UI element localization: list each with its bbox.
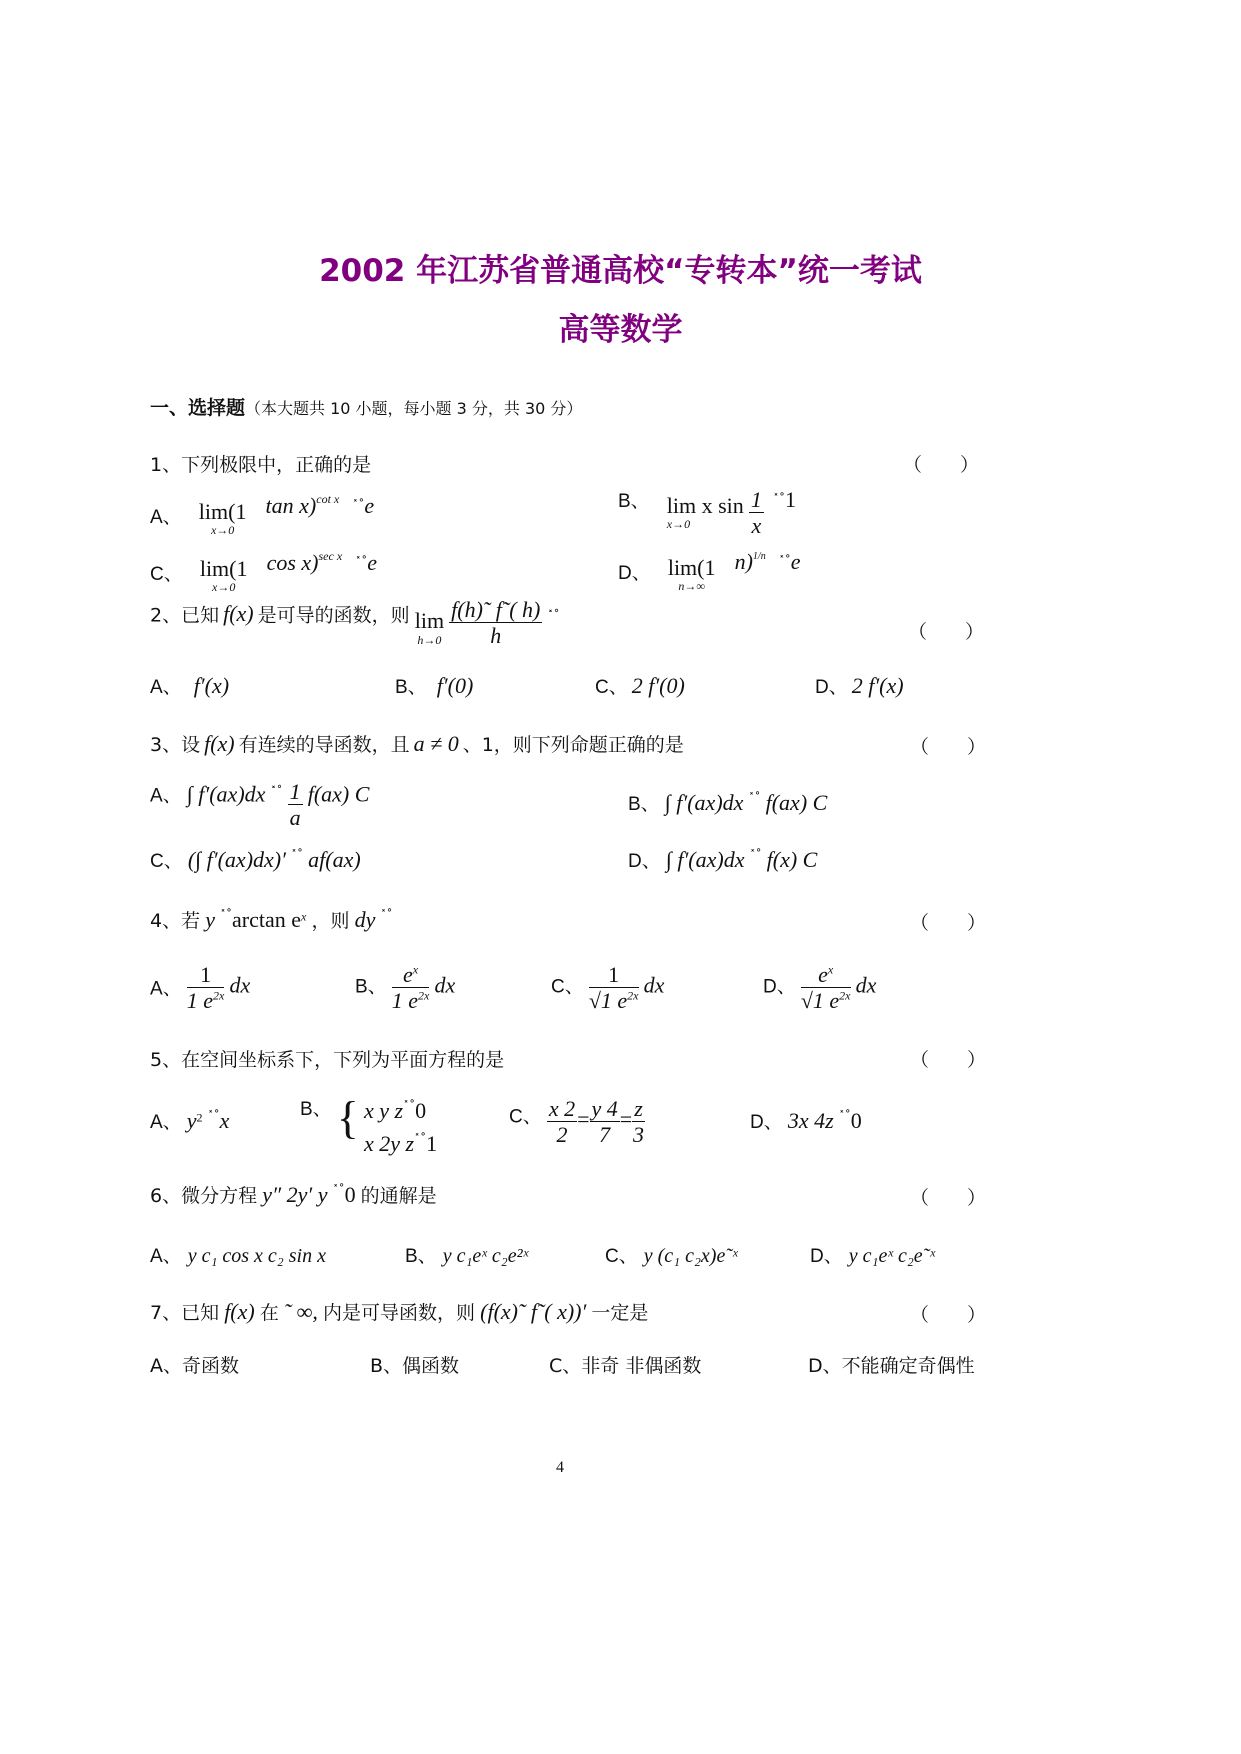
answer-paren: （ ） (903, 454, 980, 476)
answer-paren: （ ） (908, 621, 985, 643)
q5-option-a: A、 $y^2$ ˟˚x (150, 1108, 230, 1133)
q4-option-c: C、 $\frac{1}{√1 e^{2x}}$ dx (551, 962, 665, 1014)
q3-option-b: B、 ∫ f′(ax)dx ˟˚ f(ax) C (628, 790, 828, 815)
q1-option-c: C、 lim(1 x→0 cos x)$^{sec x}$ ˟˚e (150, 549, 378, 595)
section-note: （本大题共 10 小题，每小题 3 分，共 30 分） (245, 399, 583, 418)
q2-option-c: C、 2 f′(0) (595, 673, 685, 698)
q3-option-d: D、 ∫ f′(ax)dx ˟˚ f(x) C (628, 847, 818, 872)
q3-option-a: A、 ∫ f′(ax)dx ˟˚ $\frac{1}{a}$ f(ax) C (150, 779, 370, 831)
answer-paren: （ ） (910, 736, 987, 758)
q1-option-a: A、 lim(1 x→0 tan x)$^{cot x}$ ˟˚e (150, 492, 375, 538)
document-subtitle: 高等数学 (558, 312, 683, 348)
q5-option-d: D、 3x 4z ˟˚0 (750, 1108, 862, 1133)
q4-option-b: B、 $\frac{e^x}{1 e^{2x}}$ dx (355, 962, 456, 1014)
question-2-stem: 2、已知 f(x) 是可导的函数，则 lim h→0 $\frac{f(h)˜ f˜( h)}{h}$ ˟˚ (150, 597, 560, 649)
q6-option-a: A、 y c₁ cos x c₂ sin x (150, 1245, 326, 1267)
q5-option-b: B、 { x y z˟˚0 x 2y z˟˚1 (300, 1092, 438, 1156)
answer-paren: （ ） (910, 1187, 987, 1209)
q2-option-a: A、 f′(x) (150, 673, 230, 698)
document-title: 2002 年江苏省普通高校“专转本”统一考试 (319, 253, 922, 289)
question-5-stem: 5、在空间坐标系下，下列为平面方程的是 (150, 1049, 505, 1071)
answer-paren: （ ） (910, 1304, 987, 1326)
q6-option-c: C、 y (c₁ c₂x)e˜ˣ (605, 1245, 738, 1267)
answer-paren: （ ） (910, 1049, 987, 1071)
q6-option-b: B、 y c₁eˣ c₂e²ˣ (405, 1245, 529, 1267)
question-3-stem: 3、设 f(x) 有连续的导函数，且 a ≠ 0 、1，则下列命题正确的是 (150, 731, 684, 756)
section-heading (150, 393, 582, 420)
q4-option-d: D、 $\frac{e^x}{√1 e^{2x}}$ dx (763, 962, 877, 1014)
q2-option-d: D、 2 f′(x) (815, 673, 904, 698)
q3-option-c: C、 (∫ f′(ax)dx)′ ˟˚ af(ax) (150, 847, 361, 872)
question-4-stem: 4、若 y ˟˚arctan $e^x$ ，则 dy ˟˚ (150, 907, 393, 932)
question-1-stem: 1、下列极限中，正确的是 (150, 454, 372, 476)
q1-option-b: B、 lim x sin x→0 $\frac{1}{x}$ ˟˚1 (618, 486, 796, 538)
q7-option-a: A、奇函数 (150, 1355, 240, 1377)
question-7-stem: 7、已知 f(x) 在 ˜ ∞, 内是可导函数，则 (f(x)˜ f˜( x))′ 一定是 (150, 1299, 649, 1324)
q1-option-d: D、 lim(1 n→∞ n)$^{1/n}$ ˟˚e (618, 549, 801, 594)
q4-option-a: A、 $\frac{1}{1 e^{2x}}$ dx (150, 962, 251, 1014)
q7-option-d: D、不能确定奇偶性 (808, 1355, 975, 1377)
q7-option-c: C、非奇 非偶函数 (549, 1355, 702, 1377)
q7-option-b: B、偶函数 (370, 1355, 460, 1377)
answer-paren: （ ） (910, 912, 987, 934)
page-number: 4 (556, 1459, 564, 1476)
q2-option-b: B、 f′(0) (395, 673, 474, 698)
q6-option-d: D、 y c₁eˣ c₂e˜ˣ (810, 1245, 935, 1267)
section-label: 一、选择题 (150, 397, 246, 419)
q5-option-c: C、 $\frac{x 2}{2}$ = $\frac{y 4}{7}$ = $\frac{z}{3}$ (509, 1096, 644, 1148)
question-6-stem: 6、微分方程 y″ 2y′ y ˟˚0 的通解是 (150, 1182, 437, 1207)
